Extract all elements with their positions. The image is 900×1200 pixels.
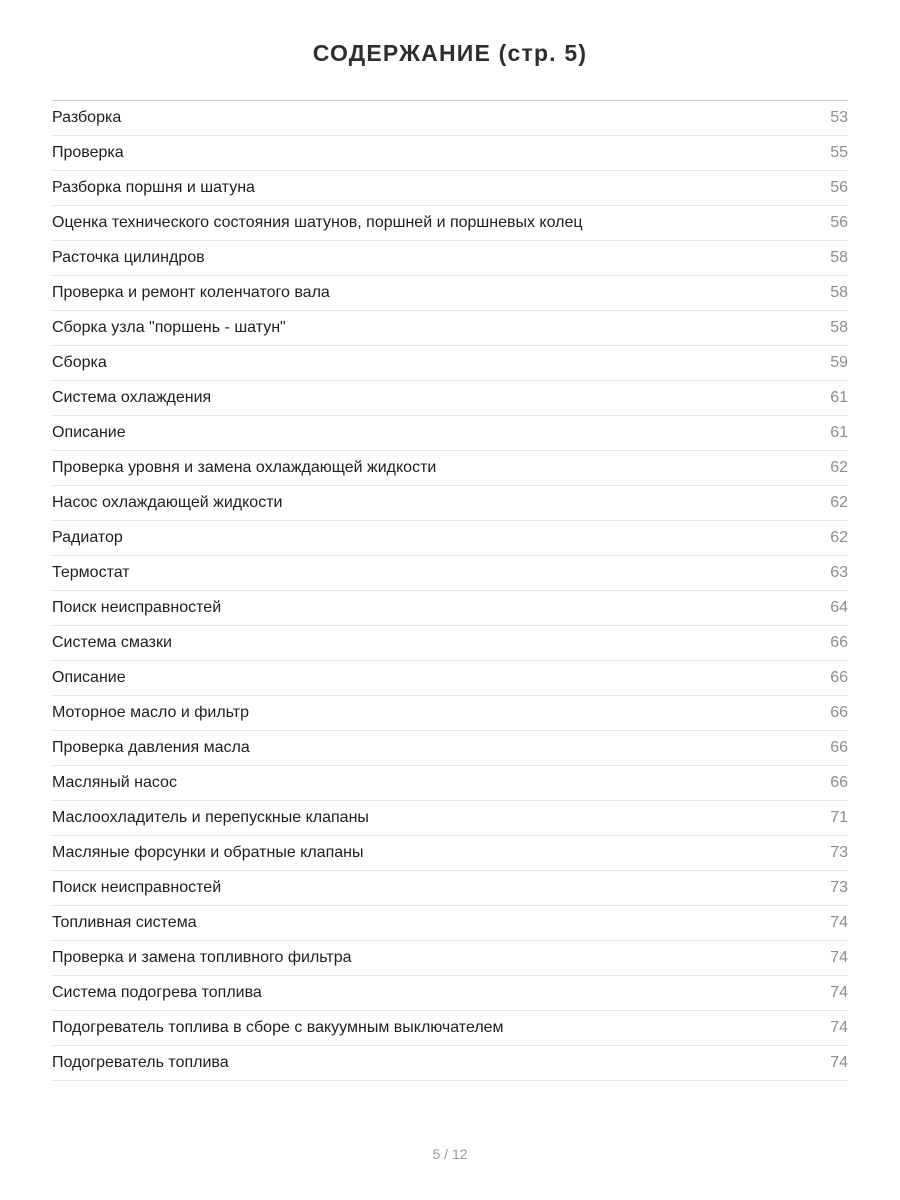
toc-entry	[52, 171, 848, 206]
toc-entry	[52, 871, 848, 906]
toc-entry	[52, 521, 848, 556]
toc-entry-page: 71	[830, 809, 848, 826]
toc-entry-page: 58	[830, 249, 848, 266]
toc-entry-title: Система охлаждения	[52, 389, 212, 406]
toc-list	[52, 101, 848, 1081]
toc-entry-page: 74	[830, 1019, 848, 1036]
toc-entry	[52, 241, 848, 276]
toc-entry-title: Сборка узла "поршень - шатун"	[52, 319, 286, 336]
toc-entry	[52, 626, 848, 661]
toc-entry-page: 56	[830, 179, 848, 196]
toc-entry-title: Разборка поршня и шатуна	[52, 179, 255, 196]
toc-entry-title: Проверка и ремонт коленчатого вала	[52, 284, 330, 301]
toc-entry-page: 59	[830, 354, 848, 371]
toc-entry	[52, 276, 848, 311]
toc-entry-page: 74	[830, 1054, 848, 1071]
toc-entry-page: 62	[830, 459, 848, 476]
toc-entry-page: 66	[830, 739, 848, 756]
toc-entry	[52, 976, 848, 1011]
toc-entry	[52, 1011, 848, 1046]
toc-entry-page: 74	[830, 949, 848, 966]
toc-entry	[52, 416, 848, 451]
toc-entry-page: 74	[830, 914, 848, 931]
toc-entry-page: 64	[830, 599, 848, 616]
toc-entry-title: Поиск неисправностей	[52, 879, 222, 896]
toc-entry-title: Поиск неисправностей	[52, 599, 222, 616]
toc-entry	[52, 591, 848, 626]
toc-entry	[52, 836, 848, 871]
toc-entry-page: 58	[830, 319, 848, 336]
toc-entry-title: Насос охлаждающей жидкости	[52, 494, 283, 511]
toc-entry-page: 66	[830, 774, 848, 791]
toc-entry	[52, 661, 848, 696]
toc-entry-title: Маслоохладитель и перепускные клапаны	[52, 809, 369, 826]
toc-entry-page: 74	[830, 984, 848, 1001]
toc-entry-title: Оценка технического состояния шатунов, поршней и поршневых колец	[52, 214, 583, 231]
toc-entry-title: Система смазки	[52, 634, 172, 651]
toc-entry-page: 63	[830, 564, 848, 581]
page-title: СОДЕРЖАНИЕ (стр. 5)	[312, 40, 588, 66]
toc-entry-page: 66	[830, 669, 848, 686]
toc-entry	[52, 486, 848, 521]
toc-entry-page: 62	[830, 494, 848, 511]
toc-entry-page: 56	[830, 214, 848, 231]
toc-entry-title: Описание	[52, 669, 126, 686]
toc-entry-page: 61	[830, 424, 848, 441]
toc-entry-title: Масляные форсунки и обратные клапаны	[52, 844, 364, 861]
toc-entry	[52, 1046, 848, 1081]
toc-entry-title: Подогреватель топлива в сборе с вакуумным выключателем	[52, 1019, 504, 1036]
toc-entry-page: 66	[830, 634, 848, 651]
toc-entry	[52, 451, 848, 486]
toc-entry-title: Проверка уровня и замена охлаждающей жидкости	[52, 459, 437, 476]
toc-entry-title: Термостат	[52, 564, 130, 581]
toc-entry	[52, 941, 848, 976]
toc-entry-page: 55	[830, 144, 848, 161]
toc-entry-page: 53	[830, 109, 848, 126]
toc-entry	[52, 696, 848, 731]
toc-entry	[52, 556, 848, 591]
toc-entry-title: Масляный насос	[52, 774, 177, 791]
toc-entry	[52, 101, 848, 136]
toc-entry-title: Радиатор	[52, 529, 123, 546]
toc-entry-title: Моторное масло и фильтр	[52, 704, 249, 721]
toc-entry-page: 73	[830, 844, 848, 861]
toc-entry-title: Проверка	[52, 144, 124, 161]
toc-entry	[52, 801, 848, 836]
toc-entry-title: Проверка и замена топливного фильтра	[52, 949, 352, 966]
toc-entry-title: Проверка давления масла	[52, 739, 250, 756]
toc-entry	[52, 766, 848, 801]
toc-entry-title: Сборка	[52, 354, 107, 371]
toc-entry-page: 73	[830, 879, 848, 896]
toc-entry-page: 58	[830, 284, 848, 301]
toc-entry-page: 66	[830, 704, 848, 721]
toc-entry	[52, 311, 848, 346]
toc-entry	[52, 906, 848, 941]
toc-entry-title: Описание	[52, 424, 126, 441]
toc-entry	[52, 206, 848, 241]
toc-entry-page: 62	[830, 529, 848, 546]
toc-entry	[52, 136, 848, 171]
toc-entry-title: Топливная система	[52, 914, 197, 931]
toc-entry-title: Расточка цилиндров	[52, 249, 205, 266]
toc-entry	[52, 346, 848, 381]
toc-entry-title: Разборка	[52, 109, 122, 126]
toc-entry	[52, 731, 848, 766]
toc-entry-page: 61	[830, 389, 848, 406]
toc-entry	[52, 381, 848, 416]
toc-entry-title: Система подогрева топлива	[52, 984, 262, 1001]
page-number-indicator: 5 / 12	[432, 1146, 468, 1162]
toc-entry-title: Подогреватель топлива	[52, 1054, 229, 1071]
